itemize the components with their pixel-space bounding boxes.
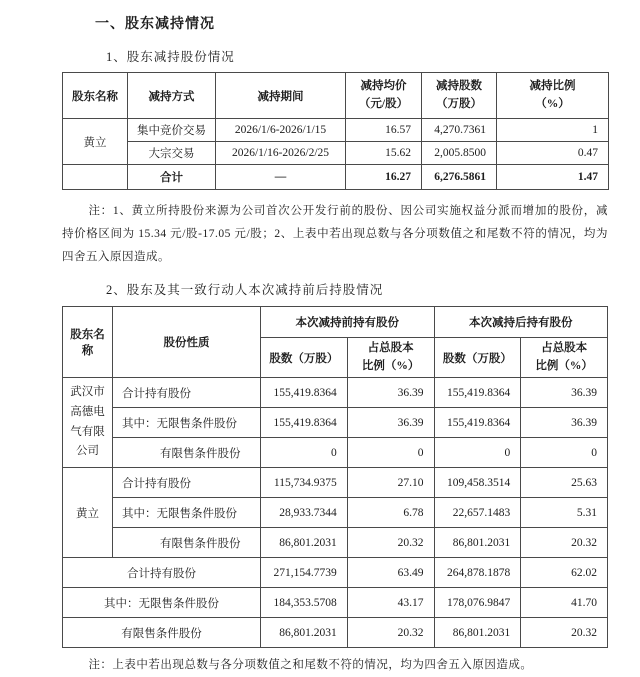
cell-shareholder-name: 黄立 [63, 468, 113, 558]
header-after-ratio: 占总股本 比例（%） [521, 338, 608, 378]
header-shareholder-name: 股东名称 [63, 73, 128, 119]
cell-nature: 合计持有股份 [113, 378, 261, 408]
table-row [63, 119, 609, 142]
cell-before-ratio: 20.32 [347, 528, 434, 558]
header-shares-count: 减持股数 （万股） [422, 73, 497, 119]
cell-period: 2026/1/6-2026/1/15 [216, 119, 346, 142]
header-share-nature: 股份性质 [113, 307, 261, 378]
cell-before-ratio: 36.39 [347, 408, 434, 438]
table1-footnote: 注：1、黄立所持股份来源为公司首次公开发行前的股份、因公司实施权益分派而增加的股份，减持价格区间为 15.34 元/股-17.05 元/股；2、上表中若出现总数与各分项数值之和尾数不符的情况，均为四舍五入原因造成。 [62, 205, 608, 263]
cell-after-ratio: 25.63 [521, 468, 608, 498]
table2-footnote: 注：上表中若出现总数与各分项数值之和尾数不符的情况，均为四舍五入原因造成。 [88, 659, 533, 671]
cell-total-shares: 6,276.5861 [422, 165, 497, 190]
cell-nature: 有限售条件股份 [113, 528, 261, 558]
table-row [63, 468, 608, 498]
cell-before-ratio: 36.39 [347, 378, 434, 408]
cell-after-ratio: 41.70 [521, 588, 608, 618]
section-1-title: 一、股东减持情况 [95, 17, 215, 32]
table1-header-row [63, 73, 609, 119]
cell-period: 2026/1/16-2026/2/25 [216, 142, 346, 165]
cell-shareholder-name: 武汉市高德电气有限公司 [63, 378, 113, 468]
table-row [63, 498, 608, 528]
cell-nature: 合计持有股份 [113, 468, 261, 498]
cell-method: 大宗交易 [128, 142, 216, 165]
cell-after-shares: 109,458.3514 [434, 468, 521, 498]
cell-after-shares: 155,419.8364 [434, 378, 521, 408]
cell-before-shares: 155,419.8364 [261, 378, 348, 408]
cell-nature: 有限售条件股份 [113, 438, 261, 468]
table2-header-row-1 [63, 307, 608, 338]
cell-total-nature: 其中：无限售条件股份 [63, 588, 261, 618]
cell-before-ratio: 27.10 [347, 468, 434, 498]
cell-after-shares: 22,657.1483 [434, 498, 521, 528]
cell-before-shares: 271,154.7739 [261, 558, 348, 588]
cell-total-nature: 合计持有股份 [63, 558, 261, 588]
cell-before-ratio: 43.17 [347, 588, 434, 618]
reduction-summary-table [62, 72, 609, 190]
cell-method: 集中竞价交易 [128, 119, 216, 142]
cell-nature: 其中：无限售条件股份 [113, 408, 261, 438]
cell-price: 16.57 [346, 119, 422, 142]
cell-total-ratio: 1.47 [497, 165, 609, 190]
header-avg-price: 减持均价 （元/股） [346, 73, 422, 119]
table-row [63, 378, 608, 408]
subsection-1-title: 1、股东减持股份情况 [106, 50, 235, 64]
header-before-reduction: 本次减持前持有股份 [261, 307, 435, 338]
cell-after-shares: 264,878.1878 [434, 558, 521, 588]
header-shareholder-name: 股东名称 [63, 307, 113, 378]
table2-total-row [63, 588, 608, 618]
table-row [63, 408, 608, 438]
cell-total-nature: 有限售条件股份 [63, 618, 261, 648]
cell-before-shares: 0 [261, 438, 348, 468]
cell-after-ratio: 20.32 [521, 618, 608, 648]
cell-ratio: 1 [497, 119, 609, 142]
header-before-shares: 股数（万股） [261, 338, 348, 378]
header-reduction-ratio: 减持比例 （%） [497, 73, 609, 119]
header-before-ratio: 占总股本 比例（%） [347, 338, 434, 378]
cell-before-shares: 115,734.9375 [261, 468, 348, 498]
cell-shares: 2,005.8500 [422, 142, 497, 165]
cell-nature: 其中：无限售条件股份 [113, 498, 261, 528]
cell-ratio: 0.47 [497, 142, 609, 165]
cell-after-ratio: 0 [521, 438, 608, 468]
cell-before-ratio: 20.32 [347, 618, 434, 648]
header-reduction-method: 减持方式 [128, 73, 216, 119]
cell-before-shares: 155,419.8364 [261, 408, 348, 438]
cell-after-shares: 0 [434, 438, 521, 468]
table-row [63, 438, 608, 468]
cell-period-dash: — [216, 165, 346, 190]
cell-after-ratio: 36.39 [521, 408, 608, 438]
cell-after-shares: 86,801.2031 [434, 618, 521, 648]
cell-after-shares: 155,419.8364 [434, 408, 521, 438]
header-reduction-period: 减持期间 [216, 73, 346, 119]
header-after-reduction: 本次减持后持有股份 [434, 307, 608, 338]
header-after-shares: 股数（万股） [434, 338, 521, 378]
cell-total-price: 16.27 [346, 165, 422, 190]
cell-after-shares: 86,801.2031 [434, 528, 521, 558]
table2-total-row [63, 618, 608, 648]
cell-before-ratio: 63.49 [347, 558, 434, 588]
cell-before-shares: 86,801.2031 [261, 618, 348, 648]
cell-after-shares: 178,076.9847 [434, 588, 521, 618]
cell-before-ratio: 6.78 [347, 498, 434, 528]
cell-shares: 4,270.7361 [422, 119, 497, 142]
cell-after-ratio: 36.39 [521, 378, 608, 408]
table2-total-row [63, 558, 608, 588]
subsection-2-title: 2、股东及其一致行动人本次减持前后持股情况 [106, 283, 384, 297]
cell-price: 15.62 [346, 142, 422, 165]
table-row [63, 142, 609, 165]
cell-before-shares: 86,801.2031 [261, 528, 348, 558]
cell-after-ratio: 20.32 [521, 528, 608, 558]
cell-after-ratio: 5.31 [521, 498, 608, 528]
table1-total-row [63, 165, 609, 190]
cell-total-label: 合计 [128, 165, 216, 190]
cell-before-ratio: 0 [347, 438, 434, 468]
cell-after-ratio: 62.02 [521, 558, 608, 588]
holdings-before-after-table [62, 306, 608, 648]
announcement-document [0, 13, 640, 671]
empty-cell [63, 165, 128, 190]
cell-before-shares: 184,353.5708 [261, 588, 348, 618]
cell-before-shares: 28,933.7344 [261, 498, 348, 528]
cell-shareholder-name: 黄立 [63, 119, 128, 165]
table-row [63, 528, 608, 558]
